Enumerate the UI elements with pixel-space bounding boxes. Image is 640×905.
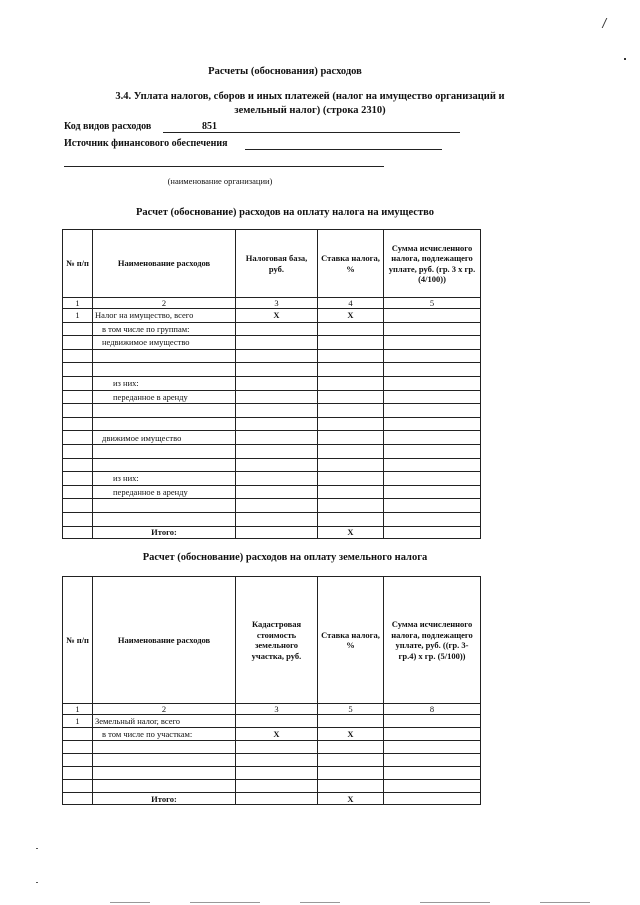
tax-amount-cell bbox=[384, 512, 481, 526]
table-header-row bbox=[63, 230, 481, 298]
row-number-cell bbox=[63, 512, 93, 526]
row-number-cell bbox=[63, 767, 93, 780]
total-row bbox=[63, 793, 481, 805]
tax-rate-cell: X bbox=[318, 728, 384, 741]
expense-name-cell: Налог на имущество, всего bbox=[93, 309, 236, 323]
table-row bbox=[63, 322, 481, 336]
land-tax-table bbox=[62, 576, 481, 805]
expense-name-cell: недвижимое имущество bbox=[93, 336, 236, 350]
tax-amount-cell bbox=[384, 349, 481, 363]
scan-dot bbox=[624, 58, 626, 60]
expense-name-cell bbox=[93, 499, 236, 513]
column-numbers-row bbox=[63, 298, 481, 309]
expense-name-cell bbox=[93, 458, 236, 472]
tax-amount-cell bbox=[384, 322, 481, 336]
tax-amount-cell bbox=[384, 309, 481, 323]
total-amount-cell bbox=[384, 526, 481, 538]
total-label: Итого: bbox=[93, 793, 236, 805]
col-number: 4 bbox=[318, 298, 384, 309]
tax-amount-cell bbox=[384, 780, 481, 793]
table-row bbox=[63, 741, 481, 754]
property-tax-title: Расчет (обоснование) расходов на оплату налога на имущество bbox=[136, 207, 434, 218]
expense-name-cell bbox=[93, 349, 236, 363]
funding-source-label: Источник финансового обеспечения bbox=[64, 138, 228, 149]
col-header-name: Наименование расходов bbox=[93, 577, 236, 704]
tax-base-cell: X bbox=[236, 309, 318, 323]
tax-amount-cell bbox=[384, 728, 481, 741]
row-number-cell bbox=[63, 444, 93, 458]
scan-artifact bbox=[36, 882, 38, 883]
col-header-number: № п/п bbox=[63, 577, 93, 704]
row-number-cell: 1 bbox=[63, 715, 93, 728]
tax-amount-cell bbox=[384, 336, 481, 350]
section-heading-line2: земельный налог) (строка 2310) bbox=[234, 105, 386, 116]
table-row bbox=[63, 404, 481, 418]
expense-name-cell bbox=[93, 741, 236, 754]
tax-amount-cell bbox=[384, 444, 481, 458]
row-number-cell bbox=[63, 485, 93, 499]
row-number-cell bbox=[63, 754, 93, 767]
row-number-cell bbox=[63, 322, 93, 336]
row-number-cell bbox=[63, 431, 93, 445]
tax-rate-cell bbox=[318, 754, 384, 767]
tax-base-cell bbox=[236, 715, 318, 728]
table-row bbox=[63, 349, 481, 363]
expense-name-cell bbox=[93, 767, 236, 780]
tax-amount-cell bbox=[384, 404, 481, 418]
scan-artifact bbox=[420, 902, 490, 903]
tax-amount-cell bbox=[384, 431, 481, 445]
expense-code-value: 851 bbox=[202, 121, 217, 132]
col-number: 1 bbox=[63, 298, 93, 309]
tax-base-cell bbox=[236, 431, 318, 445]
tax-base-cell bbox=[236, 376, 318, 390]
scan-artifact bbox=[190, 902, 260, 903]
table-row bbox=[63, 458, 481, 472]
tax-rate-cell bbox=[318, 417, 384, 431]
tax-base-cell bbox=[236, 349, 318, 363]
col-number: 2 bbox=[93, 704, 236, 715]
expense-name-cell: переданное в аренду bbox=[93, 390, 236, 404]
col-number: 1 bbox=[63, 704, 93, 715]
row-number-cell bbox=[63, 458, 93, 472]
table-row bbox=[63, 472, 481, 486]
col-number: 8 bbox=[384, 704, 481, 715]
tax-amount-cell bbox=[384, 741, 481, 754]
expense-name-cell bbox=[93, 404, 236, 418]
row-number-cell bbox=[63, 404, 93, 418]
table-row bbox=[63, 512, 481, 526]
table-row bbox=[63, 715, 481, 728]
expense-name-cell bbox=[93, 512, 236, 526]
tax-base-cell bbox=[236, 754, 318, 767]
total-label: Итого: bbox=[93, 526, 236, 538]
col-header-cadastral-value: Кадастровая стоимость земельного участка, руб. bbox=[236, 577, 318, 704]
row-number-cell bbox=[63, 780, 93, 793]
section-heading-line1: 3.4. Уплата налогов, сборов и иных платежей (налог на имущество организаций и bbox=[115, 91, 505, 102]
tax-rate-cell bbox=[318, 322, 384, 336]
page-title: Расчеты (обоснования) расходов bbox=[208, 66, 362, 77]
tax-rate-cell bbox=[318, 390, 384, 404]
tax-rate-cell bbox=[318, 404, 384, 418]
tax-base-cell bbox=[236, 336, 318, 350]
col-number: 3 bbox=[236, 704, 318, 715]
tax-rate-cell bbox=[318, 431, 384, 445]
total-number-cell bbox=[63, 526, 93, 538]
expense-code-label: Код видов расходов bbox=[64, 121, 152, 132]
tax-rate-cell bbox=[318, 767, 384, 780]
tax-rate-cell bbox=[318, 458, 384, 472]
row-number-cell bbox=[63, 499, 93, 513]
table-row bbox=[63, 376, 481, 390]
total-rate: X bbox=[318, 793, 384, 805]
table-row bbox=[63, 780, 481, 793]
total-amount-cell bbox=[384, 793, 481, 805]
col-header-rate: Ставка налога, % bbox=[318, 230, 384, 298]
tax-rate-cell bbox=[318, 472, 384, 486]
tax-rate-cell bbox=[318, 336, 384, 350]
table-row bbox=[63, 431, 481, 445]
row-number-cell bbox=[63, 349, 93, 363]
tax-rate-cell bbox=[318, 715, 384, 728]
tax-base-cell bbox=[236, 417, 318, 431]
tax-amount-cell bbox=[384, 767, 481, 780]
col-header-tax-base: Налоговая база, руб. bbox=[236, 230, 318, 298]
tax-rate-cell: X bbox=[318, 309, 384, 323]
expense-name-cell: в том числе по участкам: bbox=[93, 728, 236, 741]
scan-artifact bbox=[110, 902, 150, 903]
tax-amount-cell bbox=[384, 754, 481, 767]
tax-rate-cell bbox=[318, 444, 384, 458]
expense-name-cell: из них: bbox=[93, 472, 236, 486]
tax-base-cell bbox=[236, 499, 318, 513]
tax-rate-cell bbox=[318, 780, 384, 793]
row-number-cell bbox=[63, 417, 93, 431]
table-row bbox=[63, 485, 481, 499]
tax-amount-cell bbox=[384, 485, 481, 499]
expense-name-cell: из них: bbox=[93, 376, 236, 390]
tax-base-cell: X bbox=[236, 728, 318, 741]
expense-name-cell bbox=[93, 444, 236, 458]
tax-base-cell bbox=[236, 363, 318, 377]
tax-base-cell bbox=[236, 322, 318, 336]
tax-rate-cell bbox=[318, 376, 384, 390]
row-number-cell bbox=[63, 728, 93, 741]
table-row bbox=[63, 363, 481, 377]
row-number-cell bbox=[63, 741, 93, 754]
organization-underline bbox=[64, 166, 384, 167]
table-header-row bbox=[63, 577, 481, 704]
row-number-cell bbox=[63, 336, 93, 350]
tax-rate-cell bbox=[318, 349, 384, 363]
tax-base-cell bbox=[236, 472, 318, 486]
total-rate: X bbox=[318, 526, 384, 538]
expense-name-cell: движимое имущество bbox=[93, 431, 236, 445]
tax-base-cell bbox=[236, 741, 318, 754]
tax-amount-cell bbox=[384, 715, 481, 728]
tax-base-cell bbox=[236, 444, 318, 458]
table-row bbox=[63, 444, 481, 458]
total-row bbox=[63, 526, 481, 538]
row-number-cell bbox=[63, 363, 93, 377]
expense-name-cell bbox=[93, 363, 236, 377]
expense-name-cell bbox=[93, 780, 236, 793]
row-number-cell bbox=[63, 472, 93, 486]
tax-base-cell bbox=[236, 458, 318, 472]
tax-amount-cell bbox=[384, 472, 481, 486]
scan-artifact bbox=[300, 902, 340, 903]
tax-rate-cell bbox=[318, 485, 384, 499]
tax-base-cell bbox=[236, 780, 318, 793]
scan-mark bbox=[602, 18, 614, 28]
row-number-cell: 1 bbox=[63, 309, 93, 323]
expense-name-cell: в том числе по группам: bbox=[93, 322, 236, 336]
table-row bbox=[63, 417, 481, 431]
expense-name-cell: переданное в аренду bbox=[93, 485, 236, 499]
tax-amount-cell bbox=[384, 499, 481, 513]
col-header-rate: Ставка налога, % bbox=[318, 577, 384, 704]
col-header-tax-amount: Сумма исчисленного налога, подлежащего уплате, руб. ((гр. 3- гр.4) х гр. (5/100)) bbox=[384, 577, 481, 704]
expense-name-cell bbox=[93, 417, 236, 431]
scan-artifact bbox=[36, 848, 38, 849]
expense-code-underline bbox=[163, 132, 460, 133]
tax-rate-cell bbox=[318, 512, 384, 526]
col-header-name: Наименование расходов bbox=[93, 230, 236, 298]
scan-artifact bbox=[540, 902, 590, 903]
funding-source-underline bbox=[245, 149, 442, 150]
tax-amount-cell bbox=[384, 417, 481, 431]
tax-base-cell bbox=[236, 390, 318, 404]
table-row bbox=[63, 499, 481, 513]
table-row bbox=[63, 309, 481, 323]
col-number: 5 bbox=[384, 298, 481, 309]
organization-caption: (наименование организации) bbox=[167, 176, 273, 186]
col-number: 5 bbox=[318, 704, 384, 715]
table-row bbox=[63, 767, 481, 780]
tax-rate-cell bbox=[318, 499, 384, 513]
total-base-cell bbox=[236, 526, 318, 538]
tax-base-cell bbox=[236, 485, 318, 499]
land-tax-title: Расчет (обоснование) расходов на оплату земельного налога bbox=[142, 552, 428, 563]
col-header-number: № п/п bbox=[63, 230, 93, 298]
tax-base-cell bbox=[236, 767, 318, 780]
tax-rate-cell bbox=[318, 363, 384, 377]
expense-name-cell: Земельный налог, всего bbox=[93, 715, 236, 728]
expense-name-cell bbox=[93, 754, 236, 767]
row-number-cell bbox=[63, 390, 93, 404]
tax-amount-cell bbox=[384, 458, 481, 472]
col-number: 3 bbox=[236, 298, 318, 309]
total-base-cell bbox=[236, 793, 318, 805]
table-row bbox=[63, 754, 481, 767]
property-tax-table bbox=[62, 229, 481, 539]
tax-amount-cell bbox=[384, 376, 481, 390]
row-number-cell bbox=[63, 376, 93, 390]
table-row bbox=[63, 728, 481, 741]
tax-rate-cell bbox=[318, 741, 384, 754]
column-numbers-row bbox=[63, 704, 481, 715]
table-row bbox=[63, 390, 481, 404]
col-header-tax-amount: Сумма исчисленного налога, подлежащего уплате, руб. (гр. 3 х гр. (4/100)) bbox=[384, 230, 481, 298]
table-row bbox=[63, 336, 481, 350]
total-number-cell bbox=[63, 793, 93, 805]
col-number: 2 bbox=[93, 298, 236, 309]
tax-amount-cell bbox=[384, 363, 481, 377]
tax-base-cell bbox=[236, 512, 318, 526]
tax-base-cell bbox=[236, 404, 318, 418]
tax-amount-cell bbox=[384, 390, 481, 404]
